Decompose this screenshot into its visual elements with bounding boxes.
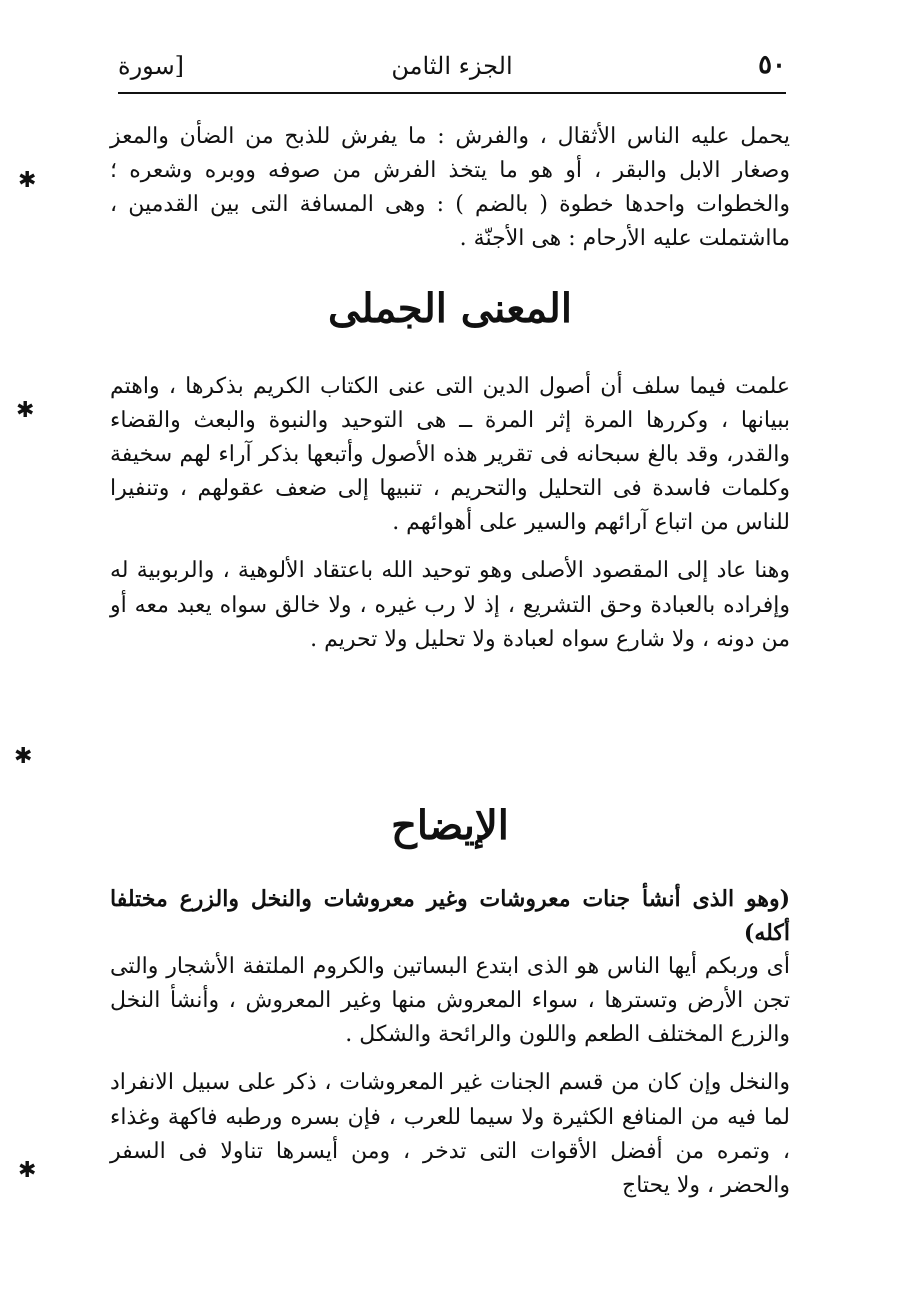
explanation-section: [110, 882, 790, 1203]
surah-label: [سورة: [118, 52, 185, 80]
margin-mark: ✱: [16, 398, 35, 423]
glossary-paragraph: يحمل عليه الناس الأثقال ، والفرش : ما يفرش للذبح من الضأن والمعز وصغار الابل والبقر ، أو هو ما يتخذ الفرش من صوفه ووبره وشعره ؛ والخطوات واحدها خطوة ( بالضم ) : وهى المسافة التى بين القدمين ، مااشتملت عليه الأرحام : هى الأجنّة .: [110, 124, 790, 252]
heading-summary: المعنى الجملى: [328, 285, 572, 332]
margin-mark: ✱: [14, 744, 33, 769]
summary-paragraph-2: وهنا عاد إلى المقصود الأصلى وهو توحيد الله باعتقاد الألوهية ، والربوبية له وإفراده بالعبادة وحق التشريع ، إذ لا رب غيره ، ولا خالق سواه يعبد معه أو من دونه ، ولا شارع سواه لعبادة ولا تحليل ولا تحريم .: [110, 558, 790, 652]
margin-mark: ✱: [18, 1158, 37, 1183]
page-number: ٥٠: [758, 50, 786, 80]
summary-section: [110, 370, 790, 657]
running-title: الجزء الثامن: [391, 52, 513, 80]
margin-mark: ✱: [18, 168, 37, 193]
glossary-section: [110, 120, 790, 256]
explanation-paragraph-1: أى وربكم أيها الناس هو الذى ابتدع البساتين والكروم الملتفة الأشجار والتى تجن الأرض وتسترها ، سواء المعروش منها وغير المعروش ، وأنشأ النخل والزرع المختلف الطعم واللون والرائحة والشكل .: [110, 954, 790, 1048]
header-rule: [118, 92, 786, 94]
page-header: [118, 48, 786, 88]
heading-explanation: الإيضاح: [391, 802, 509, 849]
verse-quote: (وهو الذى أنشأ جنات معروشات وغير معروشات والنخل والزرع مختلفا أكله): [110, 886, 790, 947]
summary-paragraph-1: علمت فيما سلف أن أصول الدين التى عنى الكتاب الكريم بذكرها ، واهتم ببيانها ، وكررها المرة إثر المرة ــ هى التوحيد والنبوة والبعث والقضاء والقدر، وقد بالغ سبحانه فى تقرير هذه الأصول وأتبعها بذكر آراء لهم سخيفة وكلمات فاسدة فى التحليل والتحريم ، تنبيها إلى ضعف عقولهم ، وتنفيرا للناس من اتباع آرائهم والسير على أهوائهم .: [110, 374, 790, 536]
explanation-paragraph-2: والنخل وإن كان من قسم الجنات غير المعروشات ، ذكر على سبيل الانفراد لما فيه من المنافع الكثيرة ولا سيما للعرب ، فإن بسره ورطبه فاكهة وغذاء ، وتمره من أفضل الأقوات التى تدخر ، ومن أيسرها تناولا فى السفر والحضر ، ولا يحتاج: [110, 1070, 790, 1198]
